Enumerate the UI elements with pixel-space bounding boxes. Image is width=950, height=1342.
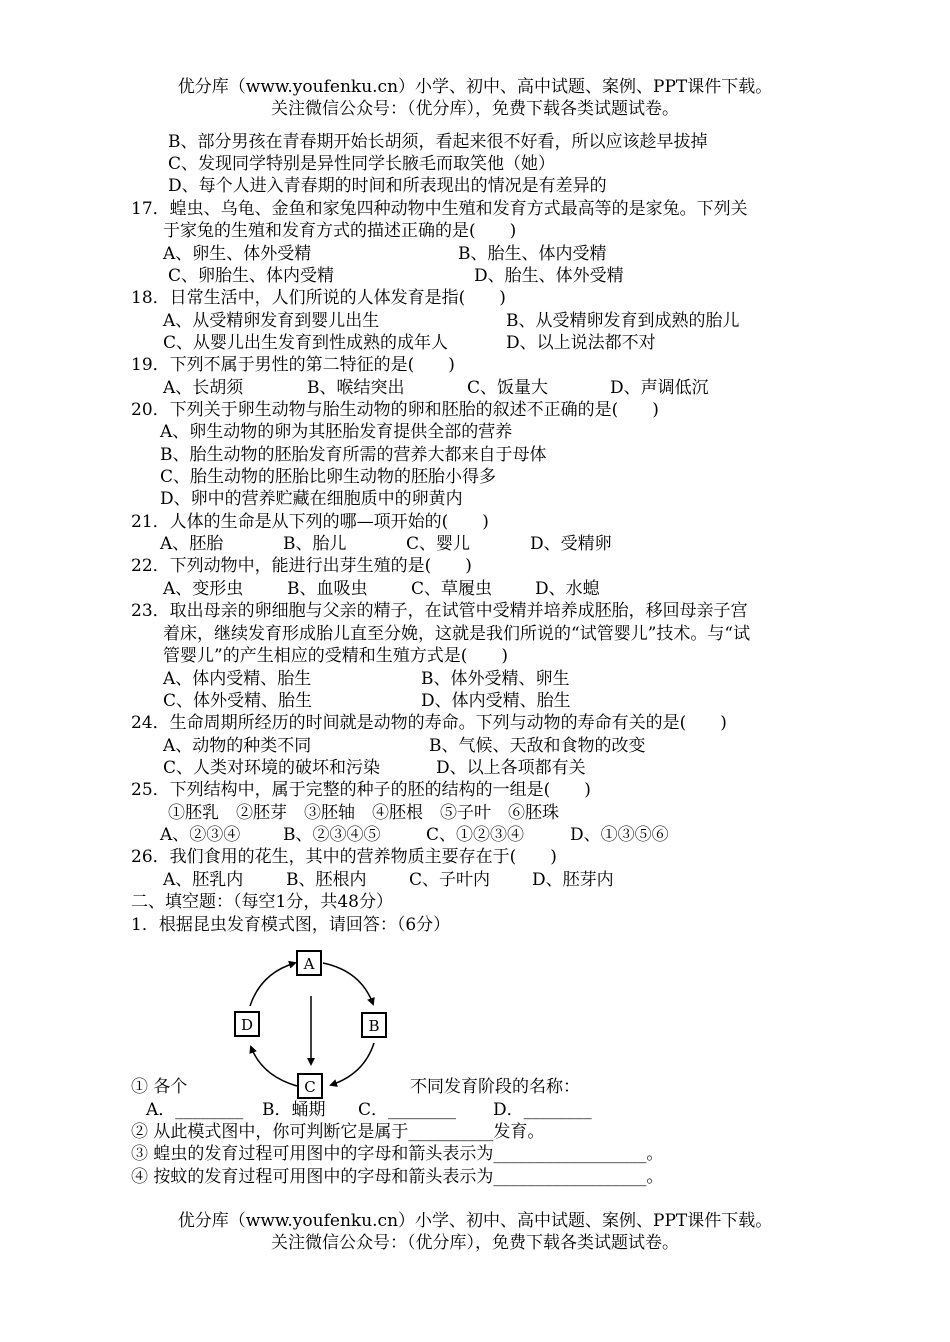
q23-stem-line2: 着床，继续发育形成胎儿直至分娩，这就是我们所说的“试管婴儿”技术。与“试 bbox=[163, 624, 751, 644]
q17-option-b: B、胎生、体内受精 bbox=[458, 244, 607, 264]
q19-option-a: A、长胡须 bbox=[163, 378, 244, 398]
q20-option-a: A、卵生动物的卵为其胚胎发育提供全部的营养 bbox=[160, 422, 513, 442]
q18-option-c: C、从婴儿出生发育到性成熟的成年人 bbox=[163, 333, 449, 353]
q17-option-a: A、卵生、体外受精 bbox=[163, 244, 312, 264]
q20-option-d: D、卵中的营养贮藏在细胞质中的卵黄内 bbox=[160, 489, 463, 509]
q25-option-c: C、①②③④ bbox=[426, 825, 525, 845]
fill1-answer-a[interactable]: A．________ bbox=[146, 1100, 244, 1120]
q24-option-c: C、人类对环境的破坏和污染 bbox=[163, 758, 381, 778]
q26-option-d: D、胚芽内 bbox=[532, 870, 614, 890]
insect-development-diagram bbox=[226, 946, 406, 1106]
q24-option-b: B、气候、天敌和食物的改变 bbox=[429, 736, 646, 756]
stage-label-d: D bbox=[240, 1016, 254, 1034]
q18-option-a: A、从受精卵发育到婴儿出生 bbox=[163, 311, 380, 331]
q17-option-c: C、卵胎生、体内受精 bbox=[168, 266, 335, 286]
fill1-part1-right: 不同发育阶段的名称： bbox=[410, 1077, 580, 1097]
stage-box-d bbox=[235, 1012, 259, 1036]
q20-option-b: B、胎生动物的胚胎发育所需的营养大都来自于母体 bbox=[160, 445, 547, 465]
q22-option-d: D、水螅 bbox=[535, 579, 600, 599]
q25-items: ①胚乳 ②胚芽 ③胚轴 ④胚根 ⑤子叶 ⑥胚珠 bbox=[168, 803, 559, 823]
q26-option-c: C、子叶内 bbox=[409, 870, 491, 890]
q22-option-a: A、变形虫 bbox=[163, 579, 244, 599]
page-footer-line2: 关注微信公众号：（优分库），免费下载各类试题试卷。 bbox=[271, 1233, 679, 1253]
q21-option-a: A、胚胎 bbox=[160, 534, 224, 554]
q20-option-c: C、胎生动物的胚胎比卵生动物的胚胎小得多 bbox=[160, 467, 497, 487]
stage-label-c: C bbox=[304, 1078, 316, 1096]
arrow-a-to-b bbox=[323, 963, 373, 1004]
stage-box-c bbox=[298, 1074, 322, 1098]
section-title-fill-in: 二、填空题：（每空1分，共48分） bbox=[131, 892, 393, 912]
q25-option-d: D、①③⑤⑥ bbox=[570, 825, 669, 845]
q22-option-c: C、草履虫 bbox=[411, 579, 493, 599]
stage-box-b bbox=[362, 1013, 386, 1037]
q16-option-b: B、部分男孩在青春期开始长胡须，看起来很不好看，所以应该趁早拔掉 bbox=[168, 132, 708, 152]
fill1-part3[interactable]: ③ 蝗虫的发育过程可用图中的字母和箭头表示为__________________。 bbox=[131, 1144, 664, 1164]
q25-stem: 25．下列结构中，属于完整的种子的胚的结构的一组是( ) bbox=[131, 780, 591, 800]
fill1-answer-d[interactable]: D．________ bbox=[493, 1100, 592, 1120]
q22-option-b: B、血吸虫 bbox=[287, 579, 368, 599]
arrow-b-to-c bbox=[331, 1043, 374, 1085]
q19-option-c: C、饭量大 bbox=[467, 378, 549, 398]
q22-stem: 22．下列动物中，能进行出芽生殖的是( ) bbox=[131, 556, 472, 576]
q21-option-b: B、胎儿 bbox=[283, 534, 347, 554]
q23-option-b: B、体外受精、卵生 bbox=[421, 669, 570, 689]
fill1-part1-left: ① 各个 bbox=[131, 1077, 188, 1097]
q25-option-b: B、②③④⑤ bbox=[283, 825, 381, 845]
fill1-part4[interactable]: ④ 按蚊的发育过程可用图中的字母和箭头表示为__________________。 bbox=[131, 1167, 664, 1187]
q19-option-d: D、声调低沉 bbox=[610, 378, 709, 398]
q20-stem: 20．下列关于卵生动物与胎生动物的卵和胚胎的叙述不正确的是( ) bbox=[131, 400, 659, 420]
q21-stem: 21．人体的生命是从下列的哪—项开始的( ) bbox=[131, 512, 489, 532]
fill1-stem: 1．根据昆虫发育模式图，请回答：（6分） bbox=[131, 915, 451, 935]
arrow-d-to-a bbox=[250, 963, 295, 1006]
q18-stem: 18．日常生活中，人们所说的人体发育是指( ) bbox=[131, 288, 506, 308]
q21-option-c: C、婴儿 bbox=[406, 534, 471, 554]
q23-stem-line3: 管婴儿”的产生相应的受精和生殖方式是( ) bbox=[163, 646, 508, 666]
q24-option-d: D、以上各项都有关 bbox=[436, 758, 586, 778]
q17-option-d: D、胎生、体外受精 bbox=[474, 266, 624, 286]
q26-option-b: B、胚根内 bbox=[286, 870, 367, 890]
q25-option-a: A、②③④ bbox=[160, 825, 241, 845]
page-footer-line1: 优分库（www.youfenku.cn）小学、初中、高中试题、案例、PPT课件下载。 bbox=[177, 1211, 773, 1231]
fill1-answer-b: B．蛹期 bbox=[262, 1100, 326, 1120]
q16-option-c: C、发现同学特别是异性同学长腋毛而取笑他（她） bbox=[168, 154, 556, 174]
stage-box-a bbox=[297, 951, 321, 975]
arrow-c-to-d bbox=[251, 1047, 297, 1086]
q24-option-a: A、动物的种类不同 bbox=[163, 736, 312, 756]
fill1-part2[interactable]: ② 从此模式图中，你可判断它是属于__________发育。 bbox=[131, 1122, 545, 1142]
page-header-line1: 优分库（www.youfenku.cn）小学、初中、高中试题、案例、PPT课件下载。 bbox=[177, 77, 773, 97]
q19-option-b: B、喉结突出 bbox=[307, 378, 405, 398]
q18-option-d: D、以上说法都不对 bbox=[506, 333, 656, 353]
q23-option-c: C、体外受精、胎生 bbox=[163, 691, 313, 711]
q23-option-a: A、体内受精、胎生 bbox=[163, 669, 312, 689]
q19-stem: 19．下列不属于男性的第二特征的是( ) bbox=[131, 355, 455, 375]
q23-option-d: D、体内受精、胎生 bbox=[421, 691, 571, 711]
stage-label-a: A bbox=[303, 955, 315, 973]
q26-stem: 26．我们食用的花生，其中的营养物质主要存在于( ) bbox=[131, 847, 557, 867]
q21-option-d: D、受精卵 bbox=[530, 534, 612, 554]
page-header-line2: 关注微信公众号：（优分库），免费下载各类试题试卷。 bbox=[271, 99, 679, 119]
q23-stem-line1: 23．取出母亲的卵细胞与父亲的精子，在试管中受精并培养成胚胎，移回母亲子宫 bbox=[131, 601, 748, 621]
q16-option-d: D、每个人进入青春期的时间和所表现出的情况是有差异的 bbox=[168, 176, 607, 196]
q18-option-b: B、从受精卵发育到成熟的胎儿 bbox=[506, 311, 740, 331]
q26-option-a: A、胚乳内 bbox=[163, 870, 244, 890]
q17-stem-line2: 于家兔的生殖和发育方式的描述正确的是( ) bbox=[163, 221, 517, 241]
q17-stem-line1: 17．蝗虫、乌龟、金鱼和家兔四种动物中生殖和发育方式最高等的是家兔。下列关 bbox=[131, 199, 748, 219]
fill1-answer-c[interactable]: C．________ bbox=[358, 1100, 457, 1120]
stage-label-b: B bbox=[368, 1017, 380, 1035]
q24-stem: 24．生命周期所经历的时间就是动物的寿命。下列与动物的寿命有关的是( ) bbox=[131, 713, 727, 733]
